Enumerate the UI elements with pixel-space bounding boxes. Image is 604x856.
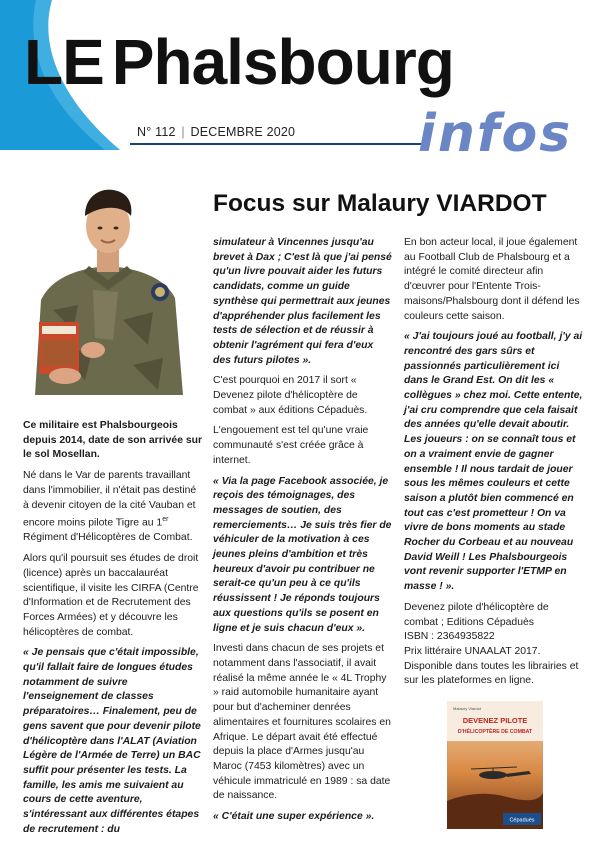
quote-paragraph: « C'était une super expérience ».: [213, 811, 375, 823]
book-cover-title-1: DEVENEZ PILOTE: [462, 716, 528, 725]
masthead-infos: infos: [418, 104, 573, 164]
book-reference: [404, 601, 584, 689]
quote-paragraph: « Je pensais que c'était impossible, qu'il fallait faire de longues études notamment de suivre l'enseignement de classes préparatoires… Finalement, peu de gens savent que pour devenir pilote d'hélicoptère dans l'ALAT (Aviation Légère de l'Armée de Terre) un BAC suffit pour présenter les tests. La famille, les amis me suivaient au cours de cette aventure, s'intéressant aux différentes étapes de recrutement : du: [23, 647, 201, 835]
column-3: [404, 236, 584, 689]
book-availability: Disponible dans toutes les librairies et sur les plateformes en ligne.: [404, 660, 579, 687]
masthead-title: [24, 26, 454, 98]
paragraph-text: Régiment d'Hélicoptères de Combat.: [23, 532, 193, 544]
book-prize: Prix littéraire UNAALAT 2017.: [404, 645, 541, 657]
quote-paragraph: simulateur à Vincennes jusqu'au brevet à Dax ; C'est là que j'ai pensé qu'un livre pouvait aider les futurs candidats, comme un guide synthèse qui permettrait aux jeunes d'appréhender plus facilement les tests de sélection et de réussir à obtenir l'agrément qui fera d'eux des futurs pilotes ».: [213, 237, 392, 366]
book-cover-publisher: Cépaduès: [509, 817, 535, 824]
masthead-le: LE: [24, 26, 104, 98]
book-isbn: ISBN : 2364935822: [404, 631, 495, 643]
quote-paragraph: « J'ai toujours joué au football, j'y ai rencontré des gars sûrs et passionnés particulièrement ici dans le Grand Est. On dit les « collègues » chez moi. Cette entente, j'ai cru comprendre que cela faisait des années qu'elle devait aboutir. Les joueurs : on se connaît tous et on a vraiment envie de gagner ensemble ! Il nous tardait de jouer sous les mêmes couleurs et cette saison a plutôt bien commencé en tout cas c'est prometteur ! On va vivre de bons moments au stade Rocher du Corbeau et au nouveau David Weill ! Les Phalsbourgeois vont revenir supporter l'ETMP en masse ! ».: [404, 331, 583, 593]
paragraph: L'engouement est tel qu'une vraie communauté s'est créée grâce à internet.: [213, 425, 369, 466]
book-cover-title-2: D'HÉLICOPTÈRE DE COMBAT: [457, 729, 533, 735]
issue-separator: |: [181, 125, 185, 139]
masthead-rule: [130, 143, 430, 145]
column-2: [213, 236, 393, 831]
masthead-town: Phalsbourg: [111, 26, 454, 98]
issue-number: N° 112: [137, 125, 176, 139]
book-cover-author: Malaury Viardot: [453, 706, 481, 711]
article-headline: Focus sur Malaury VIARDOT: [213, 190, 547, 217]
paragraph: Investi dans chacun de ses projets et notamment dans l'associatif, il avait réalisé la même année le « 4L Trophy » raid automobile humanitaire ayant pour but d'acheminer denrées alimentaires et fournitures scolaires en Afrique. Le départ avait été effectué depuis la place d'Armes jusqu'au Maroc (7453 kilomètres) avec un véhicule immatriculé en 1989 : sa date de naissance.: [213, 643, 391, 802]
issue-line: [137, 125, 295, 139]
paragraph-text: Né dans le Var de parents travaillant dans l'immobilier, il n'était pas destiné à devenir citoyen de la cité Vauban et encore moins pilote Tigre au 1: [23, 470, 197, 529]
portrait-photo: [23, 180, 193, 395]
book-cover-image: [447, 701, 543, 829]
book-title-line: Devenez pilote d'hélicoptère de combat ; Editions Cépaduès: [404, 601, 549, 628]
paragraph: C'est pourquoi en 2017 il sort « Devenez pilote d'hélicoptère de combat » aux éditions Cépaduès.: [213, 375, 368, 416]
column-1: [23, 419, 203, 843]
ordinal-superscript: er: [162, 516, 169, 524]
quote-paragraph: « Via la page Facebook associée, je reçois des témoignages, des messages de soutien, des remerciements… Je suis très fier de véhiculer de la motivation à ces jeunes pleins d'ambition et très heureux d'avoir pu contribuer ne serait-ce qu'un peu à ce qu'ils réussissent ! Je réponds toujours aux questions qu'ils se posent en ligne et je suis chacun d'eux ».: [213, 475, 392, 634]
paragraph: [23, 469, 203, 546]
paragraph: Alors qu'il poursuit ses études de droit (licence) après un baccalauréat scientifique, il visite les CIRFA (Centre d'Information et de Recrutement des Forces Armées) et y découvre les hélicoptères de combat.: [23, 553, 199, 638]
paragraph: En bon acteur local, il joue également au Football Club de Phalsbourg et a intégré le comité directeur afin d'œuvrer pour l'Entente Trois-maisons/Phalsbourg dont il défend les couleurs cette saison.: [404, 237, 580, 322]
issue-date: DECEMBRE 2020: [190, 125, 296, 139]
lead-paragraph: Ce militaire est Phalsbourgeois depuis 2014, date de son arrivée sur le sol Mosellan.: [23, 420, 203, 461]
